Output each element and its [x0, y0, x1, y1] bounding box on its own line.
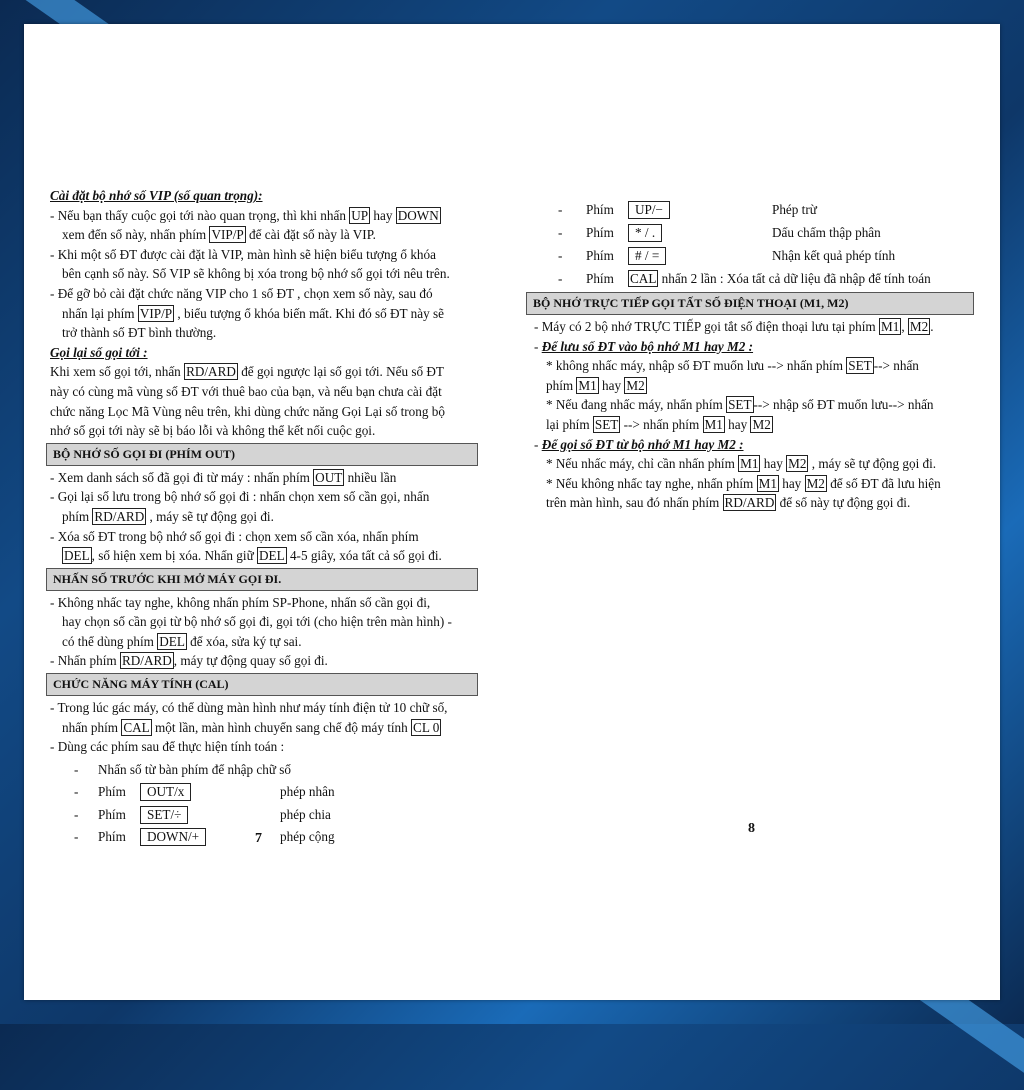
text-line [546, 415, 974, 435]
text-line [50, 382, 478, 402]
text-line [50, 593, 478, 613]
dash: - [558, 248, 563, 263]
dash: - [74, 829, 79, 845]
key-label: M1 [578, 377, 597, 393]
text-fragment: . [930, 319, 934, 334]
calculator-keys [50, 759, 478, 849]
text-line [50, 225, 478, 245]
recall-section [50, 362, 478, 440]
calc-key-row [74, 826, 478, 849]
text-line [546, 474, 974, 494]
key-result: phép chia [280, 806, 331, 822]
text-fragment: , máy sẽ tự động gọi đi. [808, 456, 937, 472]
key-label: VIP/P [139, 305, 173, 321]
key-label: RD/ARD [121, 653, 172, 669]
predial-bar: NHẤN SỐ TRƯỚC KHI MỞ MÁY GỌI ĐI. [46, 568, 478, 591]
key-label: M2 [788, 456, 807, 472]
vip-heading: Cài đặt bộ nhớ số VIP (số quan trọng): [50, 188, 263, 203]
key-label: CL 0 [413, 719, 440, 735]
text-line [50, 612, 478, 632]
calculator-bar: CHỨC NĂNG MÁY TÍNH (CAL) [46, 673, 478, 696]
text-fragment: --> nhấn phím [620, 416, 703, 432]
text-fragment: * Nếu nhấc máy, chỉ cần nhấn phím [546, 456, 739, 472]
key [628, 244, 772, 267]
text-line [50, 632, 478, 652]
key-result: phép cộng [280, 829, 335, 845]
text-fragment: --> nhập số ĐT muốn lưu--> nhấn [753, 397, 934, 413]
direct-memory-bar: BỘ NHỚ TRỰC TIẾP GỌI TẤT SỐ ĐIỆN THOẠI (M1, M2) [526, 292, 974, 315]
text-fragment: này có cùng mã vùng số ĐT với thuê bao của bạn, và nếu bạn chưa cài đặt [50, 383, 442, 399]
key-label: RD/ARD [94, 508, 145, 524]
text-line [50, 245, 478, 265]
call-heading-line: - Để gọi số ĐT từ bộ nhớ M1 hay M2 : [534, 436, 744, 452]
text-fragment: hay [370, 207, 396, 223]
text-line [50, 651, 478, 671]
key-label: CAL [123, 719, 150, 735]
key [140, 781, 280, 804]
key-label: RD/ARD [186, 364, 236, 380]
key-label: DOWN/+ [140, 828, 206, 846]
text-fragment: để gọi ngược lại số gọi tới. Nếu số ĐT [237, 364, 444, 380]
text-fragment: có thể dùng phím [62, 633, 158, 649]
text-fragment: 4-5 giây, xóa tất cả số gọi đi. [286, 548, 442, 564]
key-word: Phím [586, 248, 614, 263]
key-result: Nhận kết quả phép tính [772, 248, 896, 263]
key-label: M2 [806, 475, 825, 491]
text-fragment: trở thành số ĐT bình thường. [62, 325, 217, 341]
dash: - [558, 202, 563, 217]
text-fragment: trên màn hình, sau đó nhấn phím [546, 495, 723, 511]
key-result: phép nhân [280, 784, 335, 800]
text-fragment: nhiều lần [344, 469, 397, 485]
right-page [534, 198, 974, 513]
text-fragment: phím [546, 377, 577, 393]
text-fragment: hay [760, 456, 787, 472]
calc-first-text: Nhấn số từ bàn phím để nhập chữ số [98, 761, 292, 777]
key-label: SET [728, 397, 752, 413]
cal-key: CAL [630, 271, 657, 286]
text-line [50, 284, 478, 304]
text-fragment: nhớ số gọi tới này sẽ bị báo lỗi và không thể kết nối cuộc gọi. [50, 423, 376, 439]
page-number-left: 7 [255, 831, 262, 846]
text-fragment: , máy tự động quay số gọi đi. [173, 653, 328, 669]
text-line [50, 698, 478, 718]
key-label: SET [594, 416, 619, 432]
text-fragment: --> nhấn [873, 358, 919, 374]
page-number-right: 8 [748, 821, 755, 836]
text-fragment: lại phím [546, 416, 593, 432]
text-line [50, 718, 478, 738]
key-result: Dấu chấm thập phân [772, 225, 881, 240]
key-label: DEL [64, 548, 90, 564]
key-word: Phím [586, 202, 614, 217]
text-fragment: một lần, màn hình chuyển sang chế độ máy tính [151, 719, 412, 735]
text-fragment: - Khi một số ĐT được cài đặt là VIP, màn hình sẽ hiện biểu tượng ổ khóa [50, 246, 436, 262]
key-label: UP/− [628, 201, 670, 219]
text-fragment: để số ĐT đã lưu hiện [826, 475, 941, 491]
cal-clear-row: - Phím CAL nhấn 2 lần : Xóa tất cả dữ liệu đã nhập để tính toán [558, 271, 931, 286]
key-label: * / . [628, 224, 662, 242]
text-fragment: hay [778, 475, 805, 491]
key-label: M1 [880, 319, 900, 334]
text-line [50, 264, 478, 284]
calc-key-list [74, 781, 478, 849]
text-line [546, 356, 974, 376]
key-label: DOWN [397, 207, 439, 223]
text-fragment: - Nếu bạn thấy cuộc gọi tới nào quan trọng, thì khi nhấn [50, 207, 350, 223]
key-label: DEL [259, 548, 285, 564]
text-line [50, 362, 478, 382]
memory-intro [534, 317, 974, 337]
calc-key-row [556, 244, 974, 267]
calc-key-row [74, 804, 478, 827]
text-line [546, 493, 974, 513]
text-fragment: , số hiện xem bị xóa. Nhấn giữ [91, 548, 258, 564]
key-label: OUT/x [140, 783, 191, 801]
text-fragment: , máy sẽ tự động gọi đi. [146, 508, 274, 524]
key-word: Phím [98, 784, 126, 800]
key-word: Phím [586, 225, 614, 240]
dash: - [74, 806, 79, 822]
key-label: OUT [315, 469, 343, 485]
text-fragment: * Nếu không nhấc tay nghe, nhấn phím [546, 475, 757, 491]
text-line [50, 487, 478, 507]
text-line [546, 454, 974, 474]
text-fragment: xem đến số này, nhấn phím [62, 227, 210, 243]
text-fragment: hay chọn số cần gọi từ bộ nhớ số gọi đi, gọi tới (cho hiện trên màn hình) - [62, 614, 452, 630]
text-fragment: hay [724, 416, 751, 432]
text-fragment: - Không nhấc tay nghe, không nhấn phím SP-Phone, nhấn số cần gọi đi, [50, 594, 431, 610]
key [628, 221, 772, 244]
key-word: Phím [98, 829, 126, 845]
key-label: M2 [752, 416, 771, 432]
text-fragment: chức năng Lọc Mã Vùng nêu trên, khi dùng chức năng Gọi Lại số trong bộ [50, 403, 445, 419]
left-page [50, 186, 478, 849]
text-line [50, 304, 478, 324]
text-fragment: , biểu tượng ổ khóa biến mất. Khi đó số ĐT này sẽ [174, 305, 444, 321]
key-word: Phím [98, 806, 126, 822]
key-label: VIP/P [211, 227, 244, 243]
text-line [50, 421, 478, 441]
key [140, 804, 280, 827]
text-line [546, 376, 974, 396]
text-fragment: - Máy có 2 bộ nhớ TRỰC TIẾP gọi tắt số điện thoại lưu tại phím [534, 319, 879, 334]
key-label: M2 [909, 319, 929, 334]
text-fragment: , [901, 319, 908, 334]
dash: - [74, 784, 79, 800]
key-label: RD/ARD [724, 495, 775, 511]
text-fragment: nhấn phím [62, 719, 122, 735]
text-line [50, 527, 478, 547]
text-line [50, 737, 478, 757]
recall-heading: Gọi lại số gọi tới : [50, 344, 148, 360]
text-fragment: để số này tự động gọi đi. [776, 495, 911, 511]
text-fragment: bên cạnh số này. Số VIP sẽ không bị xóa trong bộ nhớ số gọi tới nêu trên. [62, 266, 450, 282]
text-fragment: để cài đặt số này là VIP. [245, 227, 376, 243]
call-section [534, 454, 974, 513]
text-fragment: nhấn lại phím [62, 305, 138, 321]
text-line [50, 206, 478, 226]
text-fragment: - Gọi lại số lưu trong bộ nhớ số gọi đi : nhấn chọn xem số cần gọi, nhấn [50, 489, 430, 505]
save-section [534, 356, 974, 434]
out-memory-bar: BỘ NHỚ SỐ GỌI ĐI (PHÍM OUT) [46, 443, 478, 466]
text-fragment: Khi xem số gọi tới, nhấn [50, 364, 185, 380]
calc-key-row [556, 221, 974, 244]
save-heading-line: - Để lưu số ĐT vào bộ nhớ M1 hay M2 : [534, 338, 754, 354]
text-line [50, 507, 478, 527]
text-fragment: - Để gỡ bỏ cài đặt chức năng VIP cho 1 số ĐT , chọn xem số này, sau đó [50, 285, 433, 301]
text-fragment: - Xem danh sách số đã gọi đi từ máy : nhấn phím [50, 469, 314, 485]
key-label: M1 [740, 456, 759, 472]
key-label: M1 [758, 475, 777, 491]
text-fragment: - Nhấn phím [50, 653, 120, 669]
text-fragment: hay [598, 377, 625, 393]
text-fragment: để xóa, sửa ký tự sai. [186, 633, 302, 649]
save-heading: Để lưu số ĐT vào bộ nhớ M1 hay M2 : [541, 338, 754, 354]
text-line [50, 402, 478, 422]
key-label: SET [848, 358, 872, 374]
calc-key-row [74, 781, 478, 804]
calc-key-list-right [534, 198, 974, 267]
text-line [50, 468, 478, 488]
calc-key-row [556, 198, 974, 221]
out-memory-section [50, 468, 478, 566]
vip-section [50, 206, 478, 343]
text-line [50, 323, 478, 343]
text-fragment: phím [62, 508, 93, 524]
predial-section [50, 593, 478, 671]
key-label: DEL [159, 633, 185, 649]
key [628, 198, 772, 221]
key-label: # / = [628, 247, 666, 265]
text-fragment: - Dùng các phím sau để thực hiện tính toán : [50, 739, 285, 755]
key-label: M2 [626, 377, 645, 393]
calc-row: - Nhấn số từ bàn phím để nhập chữ số [74, 759, 478, 782]
manual-page-spread [24, 24, 1000, 1000]
key-result: Phép trừ [772, 202, 817, 217]
text-fragment: - Trong lúc gác máy, có thể dùng màn hình như máy tính điện tử 10 chữ số, [50, 700, 448, 716]
key-label: SET/÷ [140, 806, 188, 824]
calculator-section [50, 698, 478, 757]
key-label: M1 [704, 416, 723, 432]
call-heading: Để gọi số ĐT từ bộ nhớ M1 hay M2 : [541, 436, 744, 452]
text-fragment: * Nếu đang nhấc máy, nhấn phím [546, 397, 727, 413]
text-fragment: - Xóa số ĐT trong bộ nhớ số gọi đi : chọn xem số cần xóa, nhấn phím [50, 528, 419, 544]
text-line [50, 546, 478, 566]
text-fragment: * không nhấc máy, nhập số ĐT muốn lưu --> nhấn phím [546, 358, 847, 374]
text-line [546, 395, 974, 415]
dash: - [558, 225, 563, 240]
key-label: UP [351, 207, 369, 223]
